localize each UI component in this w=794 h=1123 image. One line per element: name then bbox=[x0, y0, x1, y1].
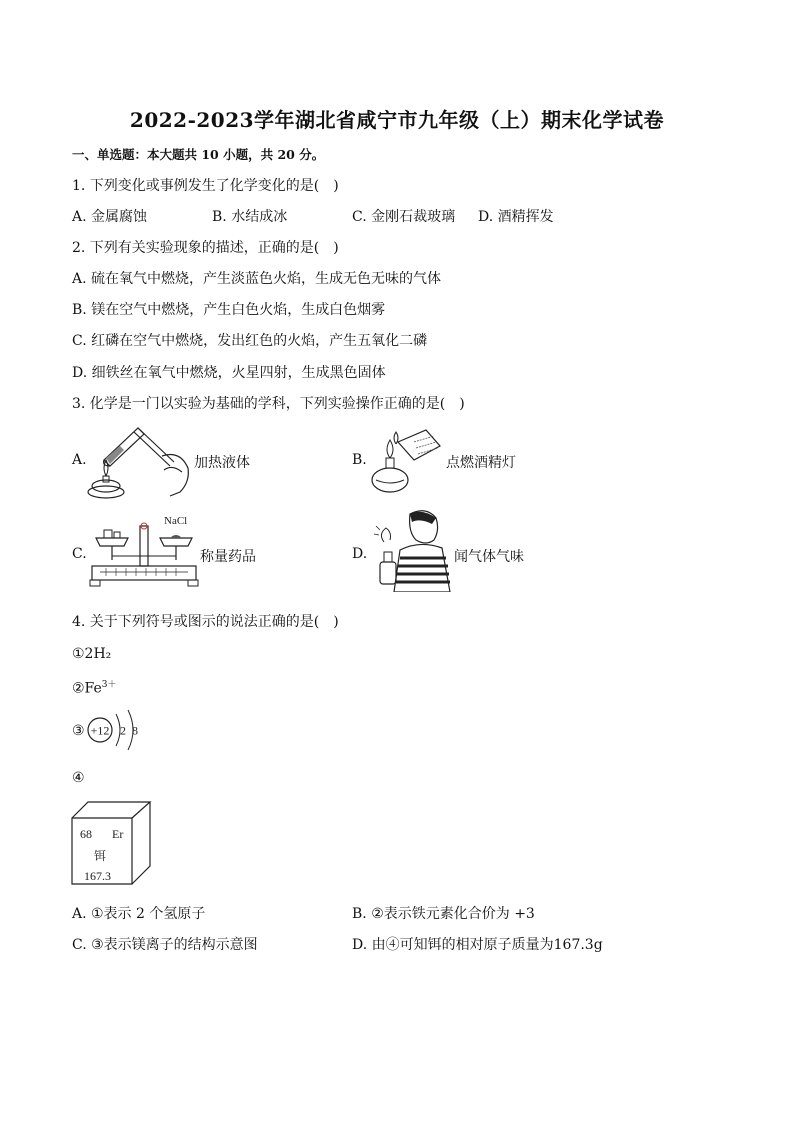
question-2-option-d: D. 细铁丝在氧气中燃烧，火星四射，生成黑色固体 bbox=[72, 365, 386, 381]
question-2-option-b: B. 镁在空气中燃烧，产生白色火焰，生成白色烟雾 bbox=[72, 302, 386, 318]
periodic-element-card bbox=[70, 798, 156, 886]
smelling-gas-illustration bbox=[370, 506, 456, 592]
question-1-option-d: D. 酒精挥发 bbox=[478, 209, 554, 225]
atomic-mass: 167.3 bbox=[84, 869, 111, 883]
atom-structure-diagram bbox=[86, 706, 148, 754]
fe-symbol: ②Fe bbox=[72, 680, 102, 697]
question-3-option-b-letter: B. bbox=[352, 452, 367, 468]
question-3-option-a-letter: A. bbox=[72, 452, 87, 468]
nucleus-charge: +12 bbox=[90, 723, 110, 738]
element-symbol: Er bbox=[112, 827, 124, 841]
question-2-option-c: C. 红磷在空气中燃烧，发出红色的火焰，产生五氧化二磷 bbox=[72, 333, 428, 349]
shell-1-electrons: 2 bbox=[120, 723, 126, 738]
question-4-option-b: B. ②表示铁元素化合价为 +3 bbox=[352, 906, 535, 922]
question-3-option-d-caption: 闻气体气味 bbox=[454, 549, 524, 565]
shell-2-electrons: 8 bbox=[132, 723, 138, 738]
question-3-option-c-caption: 称量药品 bbox=[200, 549, 256, 565]
question-4-item-3-label: ③ bbox=[72, 723, 85, 739]
fe-charge: 3＋ bbox=[101, 680, 117, 690]
question-1-option-a: A. 金属腐蚀 bbox=[72, 209, 148, 225]
question-3-stem: 3. 化学是一门以实验为基础的学科，下列实验操作正确的是( ) bbox=[72, 396, 465, 412]
section-heading: 一、单选题：本大题共 10 小题，共 20 分。 bbox=[72, 147, 325, 162]
question-4-option-d: D. 由④可知铒的相对原子质量为167.3g bbox=[352, 937, 603, 953]
atomic-number: 68 bbox=[80, 827, 92, 841]
page-title: 2022-2023学年湖北省咸宁市九年级（上）期末化学试卷 bbox=[129, 108, 665, 132]
question-3-option-b-caption: 点燃酒精灯 bbox=[446, 455, 516, 471]
lighting-lamp-illustration bbox=[368, 420, 448, 496]
question-4-item-1: ①2H₂ bbox=[72, 646, 112, 662]
balance-scale-illustration bbox=[86, 510, 202, 592]
question-4-item-4-label: ④ bbox=[72, 770, 85, 786]
element-name: 铒 bbox=[94, 849, 107, 863]
question-4-option-a: A. ①表示 2 个氢原子 bbox=[72, 906, 206, 922]
question-1-stem: 1. 下列变化或事例发生了化学变化的是( ) bbox=[72, 178, 339, 194]
question-3-option-d-letter: D. bbox=[352, 546, 368, 562]
question-2-option-a: A. 硫在氧气中燃烧，产生淡蓝色火焰，生成无色无味的气体 bbox=[72, 271, 442, 287]
question-4-item-2 bbox=[72, 676, 117, 698]
nacl-label: NaCl bbox=[164, 515, 188, 527]
question-4-option-c: C. ③表示镁离子的结构示意图 bbox=[72, 937, 258, 953]
heating-liquid-illustration bbox=[84, 420, 194, 500]
question-1-option-c: C. 金刚石裁玻璃 bbox=[352, 209, 456, 225]
question-2-stem: 2. 下列有关实验现象的描述，正确的是( ) bbox=[72, 240, 339, 256]
question-4-stem: 4. 关于下列符号或图示的说法正确的是( ) bbox=[72, 614, 339, 630]
question-1-option-b: B. 水结成冰 bbox=[212, 209, 288, 225]
question-3-option-a-caption: 加热液体 bbox=[194, 455, 250, 471]
question-3-option-c-letter: C. bbox=[72, 546, 87, 562]
